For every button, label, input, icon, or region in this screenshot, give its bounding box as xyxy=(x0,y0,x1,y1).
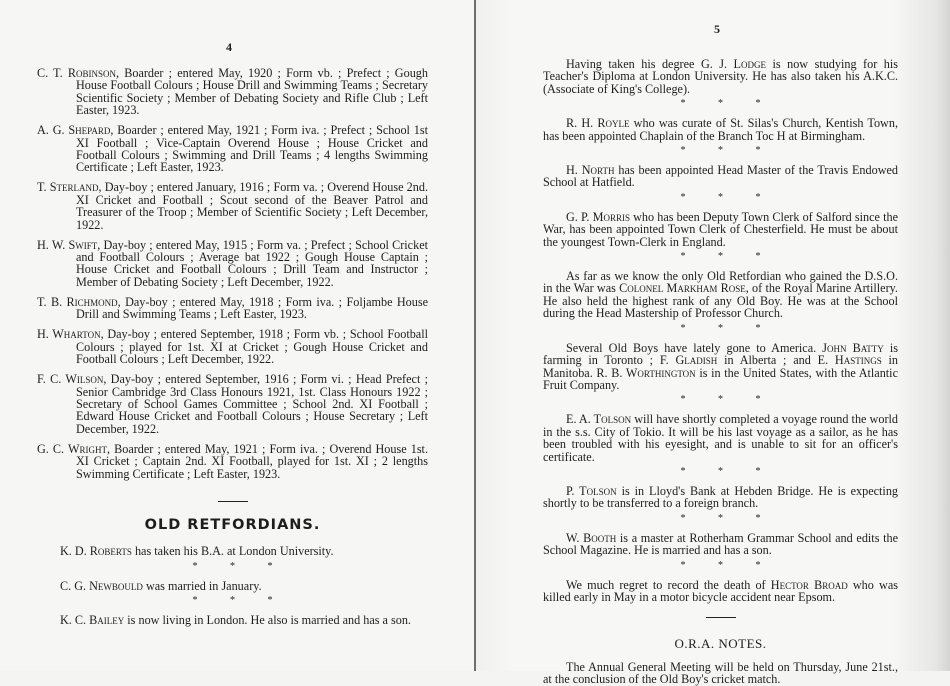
entry-name: H. Wharton xyxy=(37,327,101,342)
separator-stars: * * * xyxy=(680,394,761,406)
para-text: who was curate of St. Silas's Church, Kentish Town, has been appointed Chaplain of the Branch Toc H at Birmingham. xyxy=(543,116,898,143)
entry-text: , Day-boy ; entered September, 1916 ; Form vi. ; Head Prefect ; Senior Cambridge 3rd Class Honours 1921, 1st. Class Honours 1922 ; Secretary of School Games Committee ; School 2nd. XI Football ; Edward House Cricket and Football Colours ; House Secretary ; Left December, 1922. xyxy=(76,372,428,436)
section-divider xyxy=(706,617,736,618)
news-paragraph xyxy=(543,117,898,142)
para-name: E. A. Tolson xyxy=(566,412,632,427)
entry-name: F. C. Wilson xyxy=(37,372,104,387)
note-name: C. G. Newbould xyxy=(60,578,143,593)
entry xyxy=(37,328,428,365)
para-name: Hector Broad xyxy=(770,577,848,592)
para-text: has been appointed Head Master of the Travis Endowed School at Hatfield. xyxy=(543,163,899,190)
para-name: Colonel Markham Rose xyxy=(619,281,746,296)
note xyxy=(37,614,428,626)
para-name: John Batty xyxy=(822,340,884,355)
para-name: P. Tolson xyxy=(566,483,617,498)
left-column xyxy=(37,67,428,627)
para-name: G. P. Morris xyxy=(566,209,630,224)
entry-name: C. T. Robinson xyxy=(37,66,117,80)
page-number-left: 4 xyxy=(226,40,232,54)
note xyxy=(37,580,428,592)
right-column xyxy=(543,58,898,686)
entry-name: A. G. Shepard xyxy=(37,123,111,138)
section-divider xyxy=(218,501,248,502)
news-paragraph xyxy=(543,211,898,248)
separator-stars: * * * xyxy=(680,465,761,477)
entry xyxy=(37,67,428,117)
entry-text: , Boarder ; entered May, 1921 ; Form iva. ; Overend House 1st. XI Cricket ; Captain 2nd. XI Football, played for 1st. XI ; 2 lengths Swimming Certificate ; Left Easter, 1923. xyxy=(76,441,428,481)
note-text: has taken his B.A. at London University. xyxy=(131,544,334,559)
entry xyxy=(37,181,428,231)
para-text: As far as we know the only Old Retfordian who gained the D.S.O. in the War was xyxy=(543,269,898,296)
news-paragraph xyxy=(543,485,898,510)
ora-paragraph: The Annual General Meeting will be held on Thursday, June 21st., at the conclusion of the Old Boy's cricket match. xyxy=(543,659,898,686)
section-heading-old-retfordians: OLD RETFORDIANS. xyxy=(144,516,321,533)
left-page xyxy=(0,0,475,671)
entry-name: H. W. Swift xyxy=(37,237,98,252)
para-name: H. North xyxy=(566,163,615,178)
note-name: K. C. Bailey xyxy=(60,613,125,628)
news-paragraph xyxy=(543,58,898,95)
page-number-right: 5 xyxy=(714,22,720,36)
news-paragraph xyxy=(543,413,898,463)
entry-text: , Day-boy ; entered January, 1916 ; Form va. ; Overend House 2nd. XI Cricket and Football ; Scout second of the Beaver Patrol and Treasurer of the Troop ; Member of Scientific Society ; Left December, 1922. xyxy=(76,180,428,232)
para-text: is in the United States, with the Atlantic Fruit Company. xyxy=(543,365,898,392)
entry-text: , Boarder ; entered May, 1920 ; Form vb. ; Prefect ; Gough House Football Colours ; House Drill and Swimming Teams ; Secretary Scientific Society ; Member of Debating Society and Rifle Club ; Left Easter, 1923. xyxy=(76,66,428,118)
entry-text: , Day-boy ; entered May, 1918 ; Form iva. ; Foljambe House Drill and Swimming Teams ; Left Easter, 1923. xyxy=(76,294,428,322)
para-text: who was killed early in May in a motor bicycle accident near Epsom. xyxy=(543,577,898,604)
separator-stars: * * * xyxy=(680,251,761,263)
entry xyxy=(37,239,428,289)
entry-name: T. B. Richmond xyxy=(37,294,118,309)
para-text: is a master at Rotherham Grammar School and edits the School Magazine. He is married and has a son. xyxy=(543,530,898,558)
separator-stars: * * * xyxy=(680,322,761,334)
news-paragraph xyxy=(543,164,898,189)
note xyxy=(37,545,428,557)
para-name: F. Gladish xyxy=(659,353,718,368)
entry-name: T. Sterland xyxy=(37,180,99,195)
separator-stars: * * * xyxy=(680,191,761,203)
para-name: E. Hastings xyxy=(817,353,882,368)
para-name: W. Booth xyxy=(566,530,617,545)
entry-text: , Boarder ; entered May, 1921 ; Form iva. ; Prefect ; School 1st XI Football ; Vice-Captain Overend House ; House Cricket and Football Colours ; Swimming and Drill Teams ; 4 lengths Swimming Certificate ; Left Easter, 1923. xyxy=(76,123,429,175)
news-paragraph xyxy=(543,270,898,320)
separator-stars: * * * xyxy=(192,560,273,572)
para-name: R. H. Royle xyxy=(566,116,630,131)
para-text: , of the Royal Marine Artillery. He also held the highest rank of any Old Boy. He was at the School during the Head Mastership of Professor Church. xyxy=(543,281,898,321)
entry xyxy=(37,443,428,480)
separator-stars: * * * xyxy=(680,559,761,571)
para-text: in Alberta ; and xyxy=(717,353,818,368)
para-text: Having taken his degree xyxy=(566,57,701,71)
entry xyxy=(37,373,428,435)
para-text: is in Lloyd's Bank at Hebden Bridge. He is expecting shortly to be transferred to a foreign branch. xyxy=(543,483,899,511)
entry-text: , Day-boy ; entered September, 1918 ; Form vb. ; School Football Colours ; played for 1st. XI at Cricket ; Gough House Cricket and Football Colours ; Left December, 1922. xyxy=(76,327,428,367)
para-name: G. J. Lodge xyxy=(700,57,766,71)
news-paragraph xyxy=(543,532,898,557)
separator-stars: * * * xyxy=(680,512,761,524)
news-paragraph xyxy=(543,342,898,392)
para-text: who has been Deputy Town Clerk of Salford since the War, has been appointed Town Clerk of Chesterfield. He must be about the youngest Town-Clerk in England. xyxy=(543,209,898,249)
entry-name: G. C. Wright xyxy=(37,441,107,456)
note-name: K. D. Roberts xyxy=(60,544,132,559)
note-text: is now living in London. He also is married and has a son. xyxy=(124,613,411,628)
news-paragraph xyxy=(543,579,898,604)
para-text: Several Old Boys have lately gone to America. xyxy=(566,340,823,355)
para-text: We much regret to record the death of xyxy=(566,577,771,592)
note-text: was married in January. xyxy=(142,578,262,593)
para-name: R. B. Worthington xyxy=(596,365,696,380)
para-text: is now studying for his Teacher's Diploma at London University. He has also taken his A.K.C. (Associate of King's College). xyxy=(543,57,898,96)
entry xyxy=(37,296,428,321)
separator-stars: * * * xyxy=(680,98,761,110)
section-heading-ora-notes: O.R.A. NOTES. xyxy=(674,636,767,652)
entry-text: , Day-boy ; entered May, 1915 ; Form va. ; Prefect ; School Cricket and Football Colours ; Average bat 1922 ; Gough House Captain ; House Cricket and Football Colours ; Drill Team and Instructor ; Member of Debating Society ; Left December, 1922. xyxy=(76,237,428,289)
entry xyxy=(37,124,428,174)
separator-stars: * * * xyxy=(680,145,761,157)
separator-stars: * * * xyxy=(192,595,273,607)
para-text: is farming in Toronto ; xyxy=(543,340,898,368)
para-text: will have shortly completed a voyage round the world in the s.s. City of Tokio. It will be his last voyage as a sailor, as he has been troubled with his eyesight, and is unable to sit for an officer's certificate. xyxy=(543,412,898,464)
para-text: in Manitoba. xyxy=(543,353,899,380)
